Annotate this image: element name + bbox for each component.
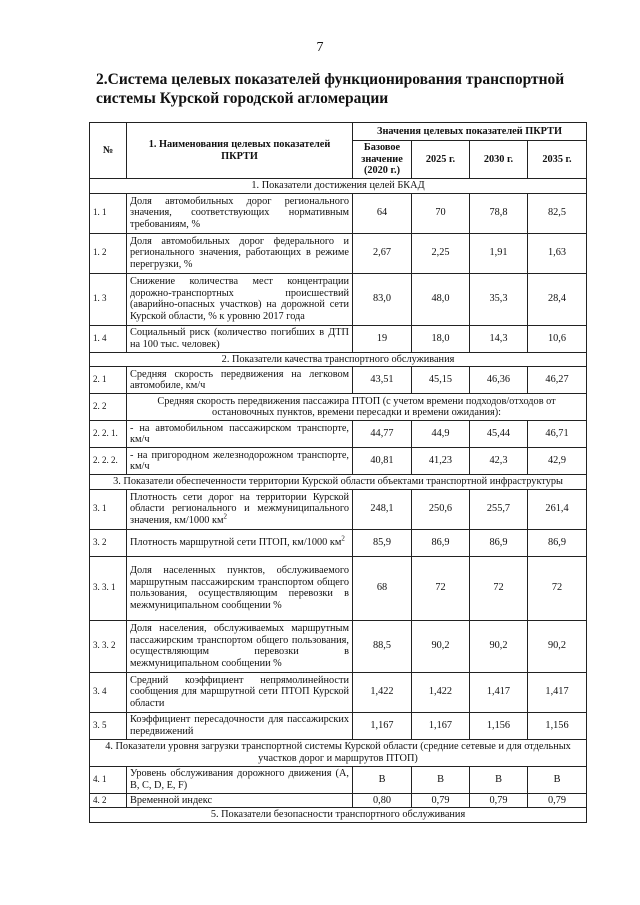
header-indicator-name: 1. Наименования целевых показателей ПКРТИ: [127, 123, 353, 179]
row-value-2025: 72: [412, 556, 470, 620]
row-value-2025: 250,6: [412, 489, 470, 529]
section-heading: 5. Показатели безопасности транспортного обслуживания: [90, 808, 587, 823]
row-code: 2. 2. 1.: [90, 421, 127, 448]
row-code: 4. 1: [90, 766, 127, 793]
row-value-2025: 18,0: [412, 325, 470, 352]
row-value-2035: 90,2: [528, 620, 587, 672]
row-base-value: 1,422: [353, 672, 412, 712]
table-row: [90, 489, 587, 529]
table-row: [90, 325, 587, 352]
row-code: 3. 5: [90, 712, 127, 739]
row-value-2025: B: [412, 766, 470, 793]
row-base-value: 44,77: [353, 421, 412, 448]
row-code: 1. 3: [90, 273, 127, 325]
row-value-2035: 261,4: [528, 489, 587, 529]
row-value-2025: 70: [412, 193, 470, 233]
table-row: [90, 620, 587, 672]
row-value-2025: 41,23: [412, 448, 470, 475]
row-value-2025: 1,422: [412, 672, 470, 712]
row-value-2035: 10,6: [528, 325, 587, 352]
row-value-2030: 35,3: [470, 273, 528, 325]
row-value-2030: 72: [470, 556, 528, 620]
row-base-value: 1,167: [353, 712, 412, 739]
section-heading: 4. Показатели уровня загрузки транспортной системы Курской области (средние сетевые и для отдельных участков дорог и маршрутов ПТОП): [90, 739, 587, 766]
row-value-2025: 90,2: [412, 620, 470, 672]
table-row: [90, 367, 587, 394]
row-value-2025: 48,0: [412, 273, 470, 325]
row-code: 4. 2: [90, 793, 127, 808]
row-code: 2. 2: [90, 394, 127, 421]
table-row: [90, 556, 587, 620]
row-value-2035: 46,71: [528, 421, 587, 448]
row-base-value: 64: [353, 193, 412, 233]
row-value-2035: 28,4: [528, 273, 587, 325]
table-row: [90, 672, 587, 712]
row-base-value: 88,5: [353, 620, 412, 672]
row-indicator-text: Плотность маршрутной сети ПТОП, км/1000 км: [130, 536, 342, 548]
row-value-2030: 255,7: [470, 489, 528, 529]
row-value-2030: 86,9: [470, 529, 528, 556]
row-code: 1. 2: [90, 233, 127, 273]
row-indicator-text: Плотность сети дорог на территории Курской области регионального и межмуниципального значения, км/1000 км: [130, 491, 349, 527]
row-indicator-name: Уровень обслуживания дорожного движения (A, B, C, D, E, F): [127, 766, 353, 793]
row-indicator-name: Коэффициент пересадочности для пассажирских передвижений: [127, 712, 353, 739]
row-code: 3. 1: [90, 489, 127, 529]
row-base-value: 2,67: [353, 233, 412, 273]
section-heading: 2. Показатели качества транспортного обслуживания: [90, 352, 587, 367]
header-2035: 2035 г.: [528, 141, 587, 179]
row-base-value: 19: [353, 325, 412, 352]
page-number: 7: [316, 40, 324, 55]
table-row: [90, 793, 587, 808]
header-2030: 2030 г.: [470, 141, 528, 179]
row-base-value: 83,0: [353, 273, 412, 325]
row-value-2030: 42,3: [470, 448, 528, 475]
table-row: [90, 394, 587, 421]
row-value-2030: 14,3: [470, 325, 528, 352]
row-value-2035: 1,417: [528, 672, 587, 712]
table-row: [90, 448, 587, 475]
row-value-2035: 42,9: [528, 448, 587, 475]
row-value-2035: 1,156: [528, 712, 587, 739]
row-value-2035: 46,27: [528, 367, 587, 394]
row-code: 3. 3. 2: [90, 620, 127, 672]
row-value-2030: 1,91: [470, 233, 528, 273]
row-base-value: 0,80: [353, 793, 412, 808]
row-value-2025: 1,167: [412, 712, 470, 739]
row-value-2030: 78,8: [470, 193, 528, 233]
row-indicator-name: Средняя скорость передвижения пассажира ПТОП (с учетом времени подходов/отходов от остановочных пунктов, времени пересадки и времени ожидания):: [127, 394, 587, 421]
row-value-2035: 82,5: [528, 193, 587, 233]
row-indicator-name: Средний коэффициент непрямолинейности сообщения для маршрутной сети ПТОП Курской области: [127, 672, 353, 712]
row-indicator-name: Доля автомобильных дорог федерального и регионального значения, работающих в режиме перегрузки, %: [127, 233, 353, 273]
row-value-2030: 0,79: [470, 793, 528, 808]
row-base-value: 40,81: [353, 448, 412, 475]
row-value-2035: 0,79: [528, 793, 587, 808]
row-base-value: B: [353, 766, 412, 793]
superscript: 2: [341, 534, 345, 543]
row-value-2035: 72: [528, 556, 587, 620]
row-base-value: 43,51: [353, 367, 412, 394]
row-code: 1. 4: [90, 325, 127, 352]
row-value-2025: 45,15: [412, 367, 470, 394]
row-code: 1. 1: [90, 193, 127, 233]
row-code: 2. 2. 2.: [90, 448, 127, 475]
row-value-2030: 1,156: [470, 712, 528, 739]
row-indicator-name: - на пригородном железнодорожном транспорте, км/ч: [127, 448, 353, 475]
section-heading: 3. Показатели обеспеченности территории Курской области объектами транспортной инфраструктуры: [90, 475, 587, 490]
table-row: [90, 529, 587, 556]
header-number: №: [90, 123, 127, 179]
row-indicator-name: Доля автомобильных дорог регионального значения, соответствующих нормативным требованиям, %: [127, 193, 353, 233]
row-code: 3. 3. 1: [90, 556, 127, 620]
header-base-value: Базовое значение (2020 г.): [353, 141, 412, 179]
section-heading: 1. Показатели достижения целей БКАД: [90, 179, 587, 194]
row-value-2030: 90,2: [470, 620, 528, 672]
table-row: [90, 233, 587, 273]
row-indicator-name: Социальный риск (количество погибших в ДТП на 100 тыс. человек): [127, 325, 353, 352]
row-value-2035: 1,63: [528, 233, 587, 273]
superscript: 2: [223, 512, 227, 521]
row-code: 3. 2: [90, 529, 127, 556]
row-code: 3. 4: [90, 672, 127, 712]
page-title: 2.Система целевых показателей функционирования транспортной системы Курской городской агломерации: [96, 71, 565, 107]
table-row: [90, 766, 587, 793]
table-row: [90, 421, 587, 448]
row-indicator-name: Снижение количества мест концентрации дорожно-транспортных происшествий (аварийно-опасных участков) на дорожной сети Курской области, % к уровню 2017 года: [127, 273, 353, 325]
table-row: [90, 193, 587, 233]
row-value-2030: B: [470, 766, 528, 793]
row-indicator-name: Доля населения, обслуживаемых маршрутным пассажирским транспортом общего пользования, осуществляющим перевозки в межмуниципальном сообщении %: [127, 620, 353, 672]
indicators-table: [89, 122, 587, 823]
row-indicator-name: [127, 489, 353, 529]
row-base-value: 85,9: [353, 529, 412, 556]
row-value-2025: 0,79: [412, 793, 470, 808]
row-value-2030: 1,417: [470, 672, 528, 712]
row-value-2025: 44,9: [412, 421, 470, 448]
row-value-2030: 45,44: [470, 421, 528, 448]
row-indicator-name: Временной индекс: [127, 793, 353, 808]
row-value-2035: 86,9: [528, 529, 587, 556]
header-values-group: Значения целевых показателей ПКРТИ: [353, 123, 587, 141]
row-value-2030: 46,36: [470, 367, 528, 394]
row-indicator-name: [127, 529, 353, 556]
header-2025: 2025 г.: [412, 141, 470, 179]
table-row: [90, 712, 587, 739]
row-code: 2. 1: [90, 367, 127, 394]
row-indicator-name: Доля населенных пунктов, обслуживаемого маршрутным пассажирским транспортом общего пользования, осуществляющим перевозки в межмуниципальном сообщении %: [127, 556, 353, 620]
row-base-value: 248,1: [353, 489, 412, 529]
table-row: [90, 273, 587, 325]
row-value-2035: B: [528, 766, 587, 793]
row-indicator-name: Средняя скорость передвижения на легковом автомобиле, км/ч: [127, 367, 353, 394]
row-value-2025: 2,25: [412, 233, 470, 273]
row-base-value: 68: [353, 556, 412, 620]
row-indicator-name: - на автомобильном пассажирском транспорте, км/ч: [127, 421, 353, 448]
row-value-2025: 86,9: [412, 529, 470, 556]
